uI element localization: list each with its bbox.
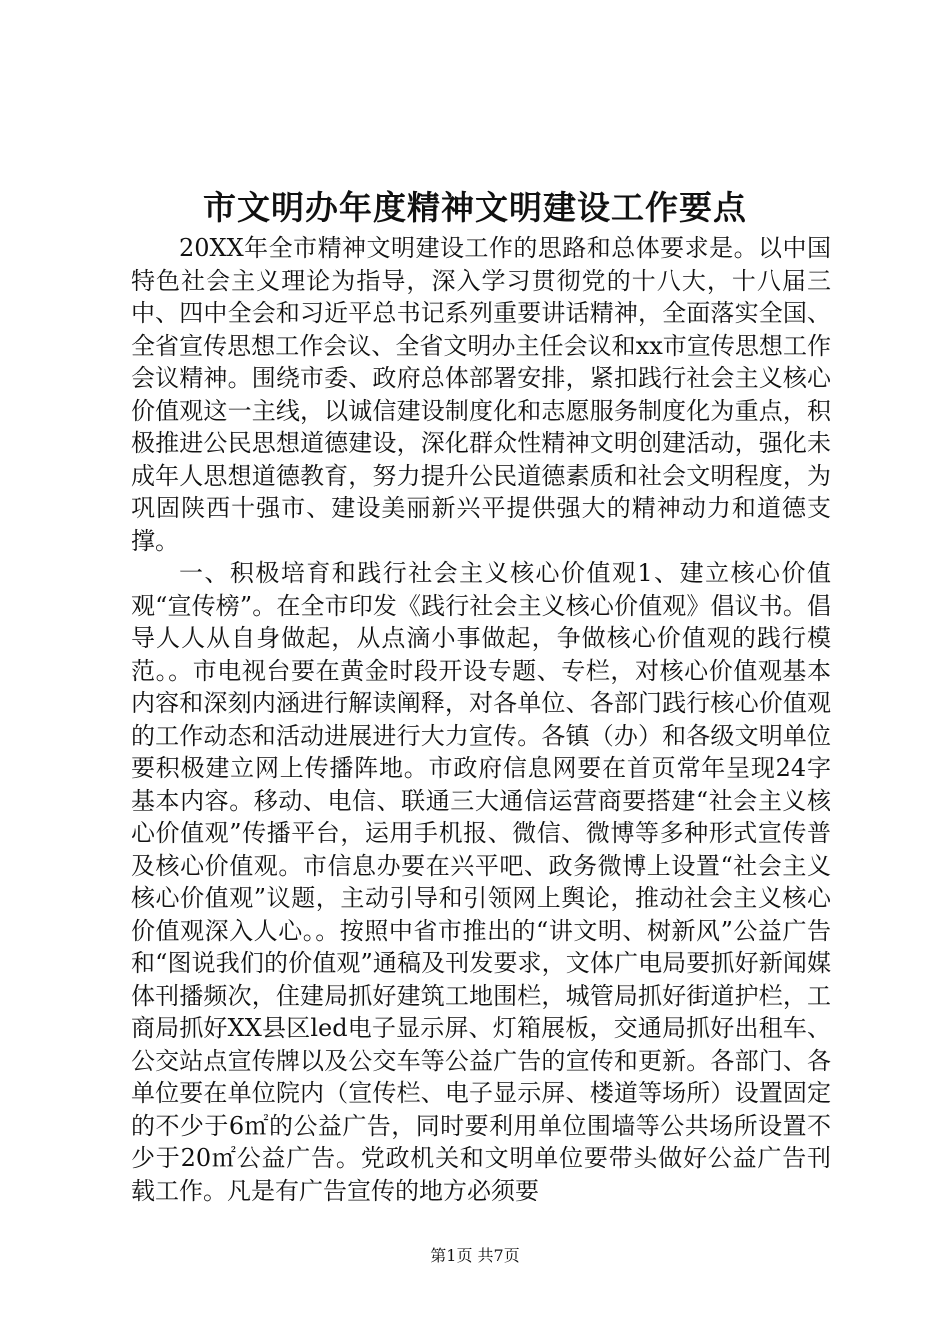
page-number-footer: 第1页 共7页 [430, 1246, 520, 1265]
paragraph-intro: 20XX年全市精神文明建设工作的思路和总体要求是。以中国特色社会主义理论为指导，深入学习贯彻党的十八大，十八届三中、四中全会和习近平总书记系列重要讲话精神，全面落实全国、全省宣传思想工作会议、全省文明办主任会议和xx市宣传思想工作会议精神。围绕市委、政府总体部署安排，紧扣践行社会主义核心价值观这一主线，以诚信建设制度化和志愿服务制度化为重点，积极推进公民思想道德建设，深化群众性精神文明创建活动，强化未成年人思想道德教育，努力提升公民道德素质和社会文明程度，为巩固陕西十强市、建设美丽新兴平提供强大的精神动力和道德支撑。 [131, 234, 831, 555]
document-title: 市文明办年度精神文明建设工作要点 [203, 188, 747, 227]
document-body [131, 232, 831, 1207]
paragraph-section-1: 一、积极培育和践行社会主义核心价值观1、建立核心价值观“宣传榜”。在全市印发《践行社会主义核心价值观》倡议书。倡导人人从自身做起，从点滴小事做起，争做核心价值观的践行模范。。市电视台要在黄金时段开设专题、专栏，对核心价值观基本内容和深刻内涵进行解读阐释，对各单位、各部门践行核心价值观的工作动态和活动进展进行大力宣传。各镇（办）和各级文明单位要积极建立网上传播阵地。市政府信息网要在首页常年呈现24字基本内容。移动、电信、联通三大通信运营商要搭建“社会主义核心价值观”传播平台，运用手机报、微信、微博等多种形式宣传普及核心价值观。市信息办要在兴平吧、政务微博上设置“社会主义核心价值观”议题，主动引导和引领网上舆论，推动社会主义核心价值观深入人心。。按照中省市推出的“讲文明、树新风”公益广告和“图说我们的价值观”通稿及刊发要求，文体广电局要抓好新闻媒体刊播频次，住建局抓好建筑工地围栏，城管局抓好街道护栏，工商局抓好XX县区led电子显示屏、灯箱展板，交通局抓好出租车、公交站点宣传牌以及公交车等公益广告的宣传和更新。各部门、各单位要在单位院内（宣传栏、电子显示屏、楼道等场所）设置固定的不少于6㎡的公益广告，同时要利用单位围墙等公共场所设置不少于20㎡公益广告。党政机关和文明单位要带头做好公益广告刊载工作。凡是有广告宣传的地方必须要 [131, 559, 831, 1205]
